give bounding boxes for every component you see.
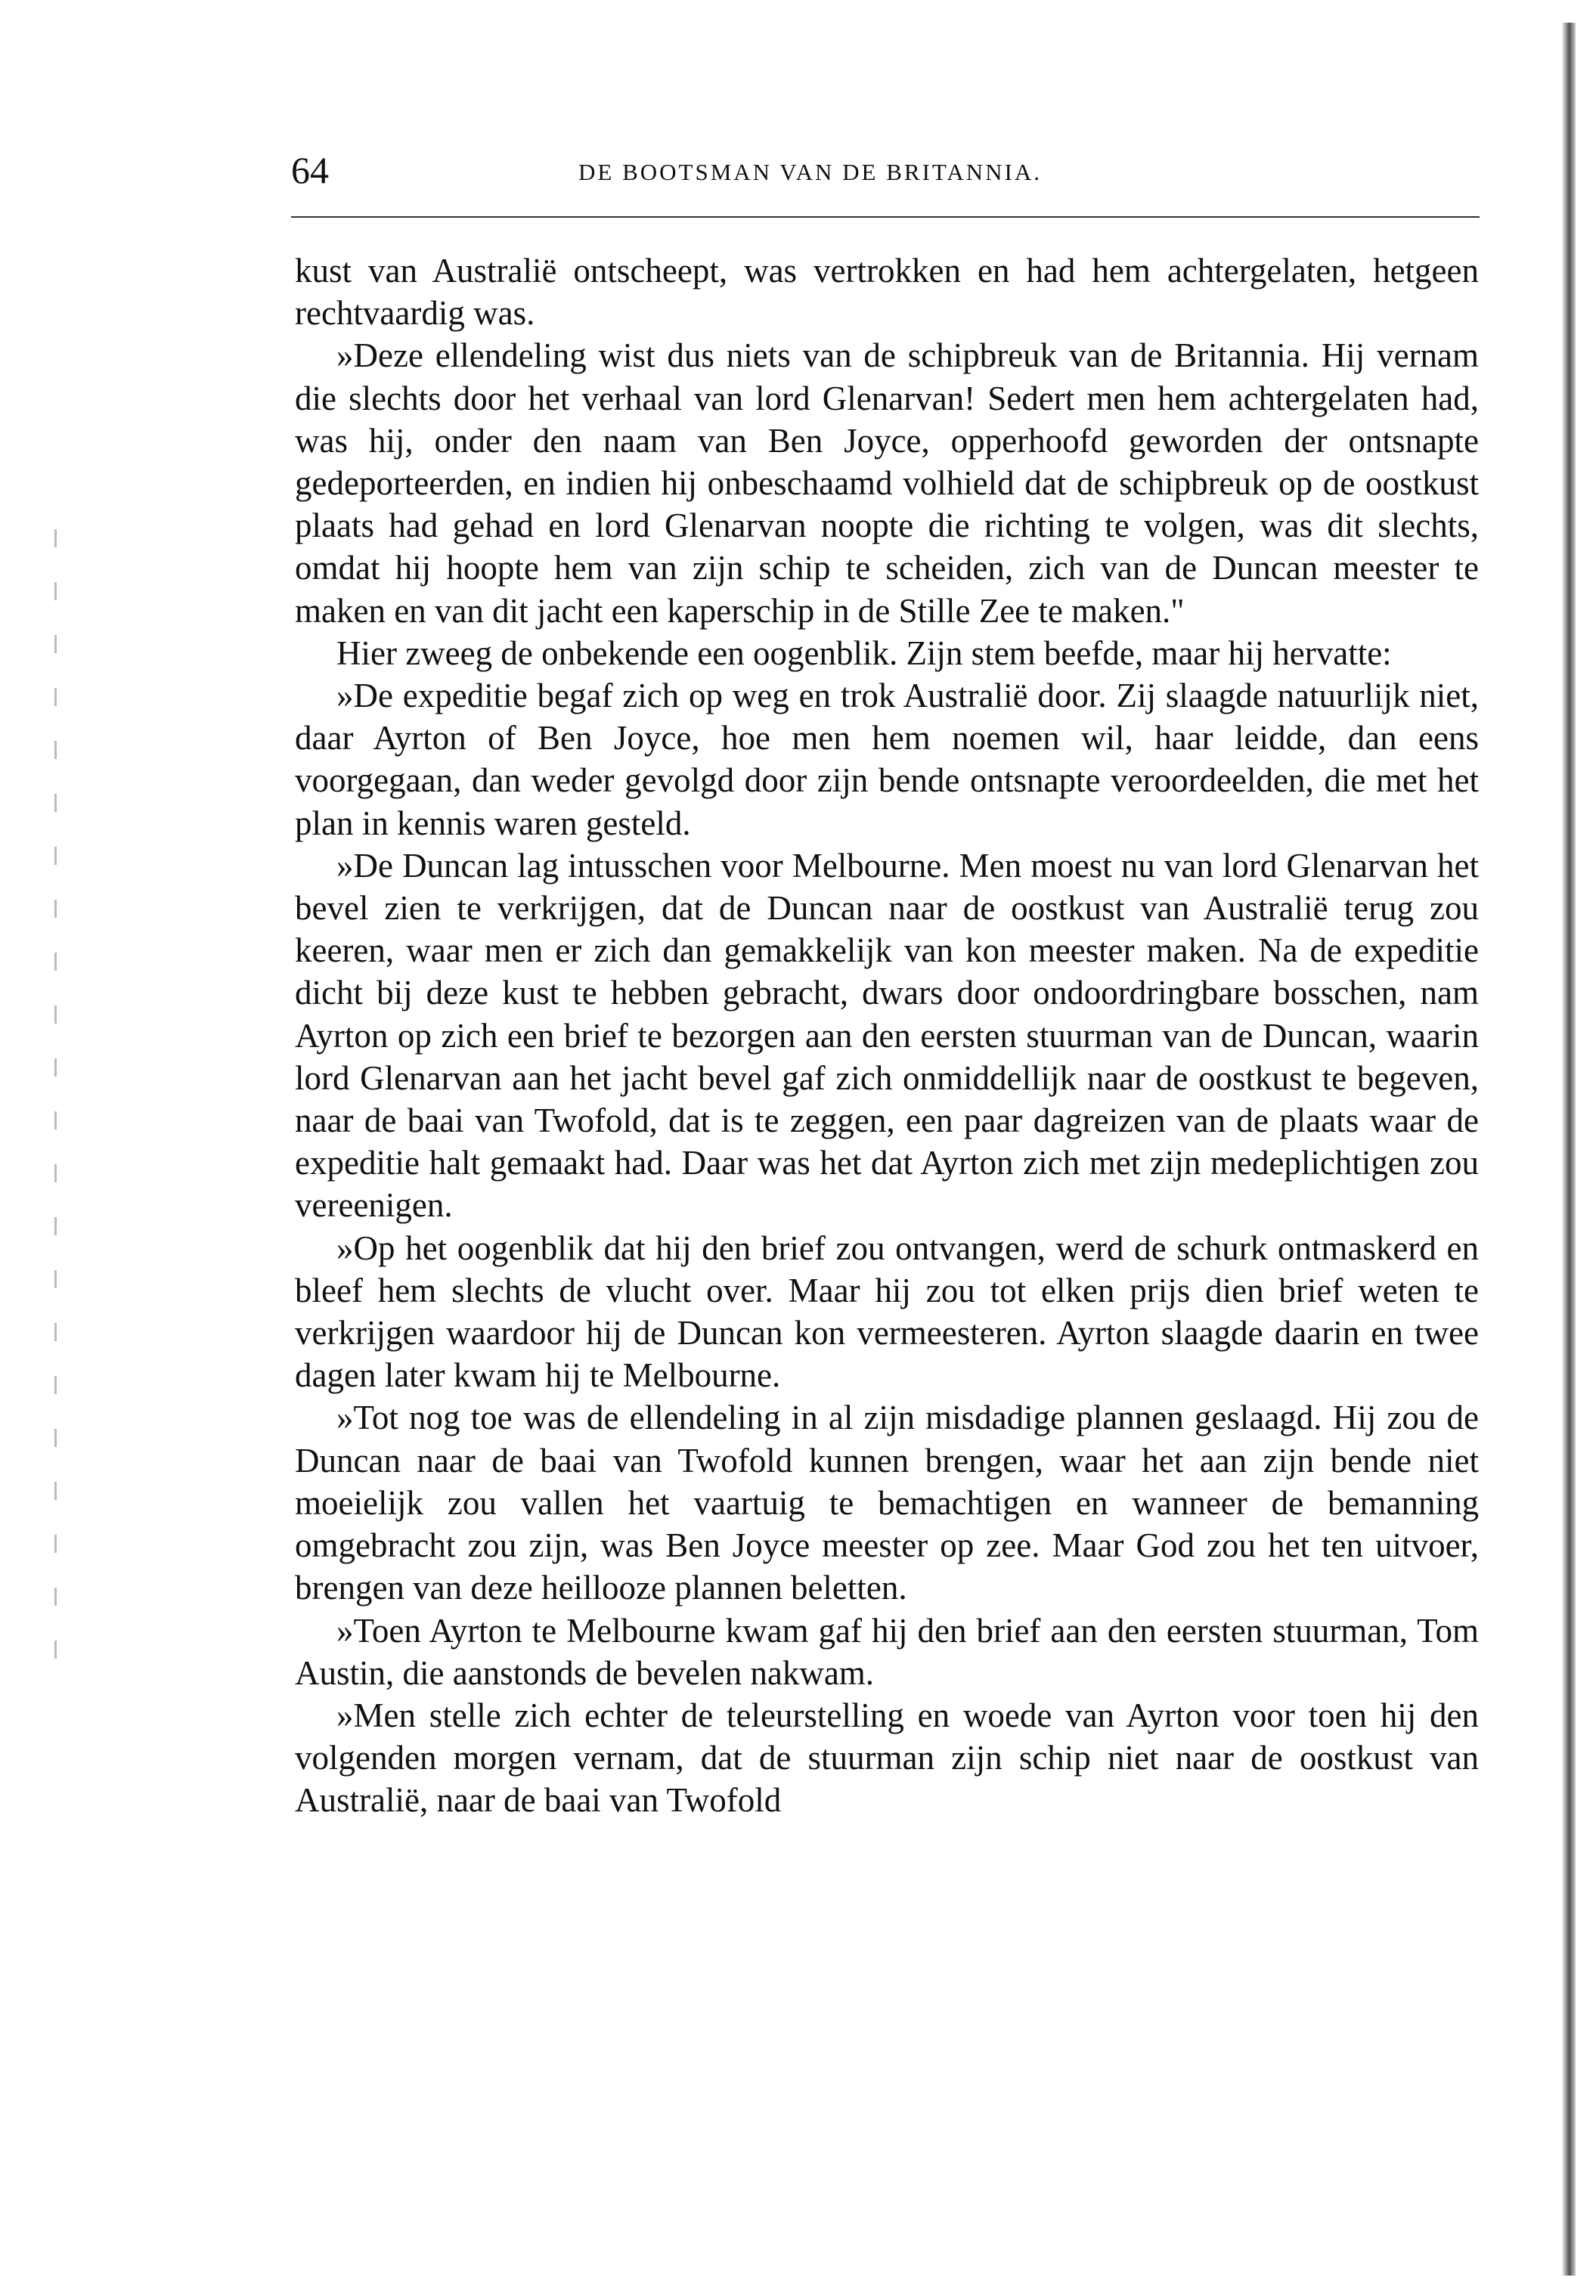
header-rule bbox=[291, 216, 1480, 218]
paragraph-continued: kust van Australië ontscheept, was vertrokken en had hem achtergelaten, hetgeen rechtvaardig was. bbox=[295, 252, 1479, 333]
scan-edge-shadow bbox=[1562, 23, 1576, 2276]
paragraph: »Op het oogenblik dat hij den brief zou ontvangen, werd de schurk ontmaskerd en bleef hem slechts de vlucht over. Maar hij zou tot elken prijs dien brief weten te verkrijgen waardoor hij de Duncan kon vermeesteren. Ayrton slaagde daarin en twee dagen later kwam hij te Melbourne. bbox=[295, 1229, 1479, 1395]
body-text bbox=[295, 249, 1479, 1822]
paragraph: »De expeditie begaf zich op weg en trok Australië door. Zij slaagde natuurlijk niet, daar Ayrton of Ben Joyce, hoe men hem noemen wil, haar leidde, dan eens voorgegaan, dan weder gevolgd door zijn bende ontsnapte veroordeelden, die met het plan in kennis waren gesteld. bbox=[295, 677, 1479, 842]
paragraph: »Tot nog toe was de ellendeling in al zijn misdadige plannen geslaagd. Hij zou de Duncan naar de baai van Twofold kunnen brengen, waar het aan zijn bende niet moeielijk zou vallen het vaartuig te bemachtigen en wanneer de bemanning omgebracht zou zijn, was Ben Joyce meester op zee. Maar God zou het ten uitvoer, brengen van deze heillooze plannen beletten. bbox=[295, 1399, 1479, 1607]
paragraph: Hier zweeg de onbekende een oogenblik. Zijn stem beefde, maar hij hervatte: bbox=[336, 634, 1392, 672]
scan-edge-marks bbox=[54, 529, 57, 1663]
paragraph: »Deze ellendeling wist dus niets van de schipbreuk van de Britannia. Hij vernam die slechts door het verhaal van lord Glenarvan! Sedert men hem achtergelaten had, was hij, onder den naam van Ben Joyce, opperhoofd geworden der ontsnapte gedeporteerden, en indien hij onbeschaamd volhield dat de schipbreuk op de oostkust plaats had gehad en lord Glenarvan noopte die richting te volgen, was dit slechts, omdat hij hoopte hem van zijn schip te scheiden, zich van de Duncan meester te maken en van dit jacht een kaperschip in de Stille Zee te maken." bbox=[295, 336, 1479, 630]
paragraph: »Toen Ayrton te Melbourne kwam gaf hij den brief aan den eersten stuurman, Tom Austin, die aanstonds de bevelen nakwam. bbox=[295, 1611, 1479, 1692]
paragraph: »De Duncan lag intusschen voor Melbourne. Men moest nu van lord Glenarvan het bevel zien te verkrijgen, dat de Duncan naar de oostkust van Australië terug zou keeren, waar men er zich dan gemakkelijk van kon meester maken. Na de expeditie dicht bij deze kust te hebben gebracht, dwars door ondoordringbare bosschen, nam Ayrton op zich een brief te bezorgen aan den eersten stuurman van de Duncan, waarin lord Glenarvan aan het jacht bevel gaf zich onmiddellijk naar de oostkust te begeven, naar de baai van Twofold, dat is te zeggen, een paar dagreizen van de plaats waar de expeditie halt gemaakt had. Daar was het dat Ayrton zich met zijn medeplichtigen zou vereenigen. bbox=[295, 846, 1479, 1225]
running-title: DE BOOTSMAN VAN DE BRITANNIA. bbox=[578, 159, 1042, 185]
paragraph: »Men stelle zich echter de teleurstelling en woede van Ayrton voor toen hij den volgenden morgen vernam, dat de stuurman zijn schip niet naar de oostkust van Australië, naar de baai van Twofold bbox=[295, 1696, 1479, 1820]
running-head bbox=[291, 144, 1478, 197]
page-number: 64 bbox=[291, 149, 329, 191]
